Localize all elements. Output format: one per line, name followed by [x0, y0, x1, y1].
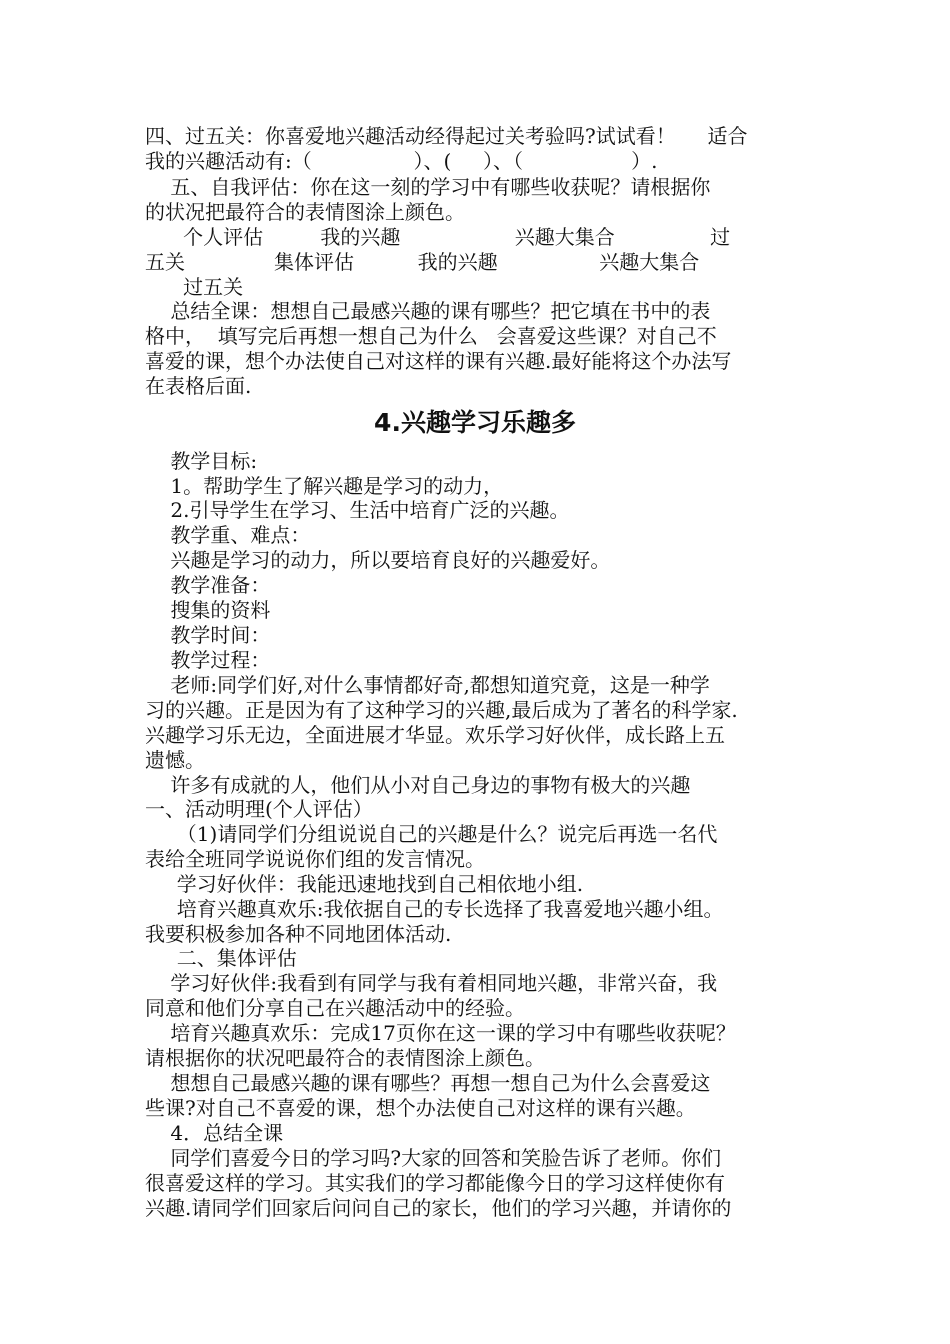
- text-line: 教学时间：: [145, 623, 271, 647]
- text-line: 培育兴趣真欢乐:我依据自己的专长选择了我喜爱地兴趣小组。: [145, 897, 724, 921]
- text-line: 请根据你的状况吧最符合的表情图涂上颜色。: [145, 1046, 545, 1070]
- text-line: 学习好伙伴：我能迅速地找到自己相依地小组.: [145, 872, 584, 896]
- text-line: 过五关: [145, 275, 244, 299]
- text-line: 搜集的资料: [145, 598, 271, 622]
- text-line: 个人评估 我的兴趣 兴趣大集合 过: [145, 225, 731, 249]
- text-line: 教学目标:: [145, 449, 258, 473]
- text-line: 总结全课：想想自己最感兴趣的课有哪些？把它填在书中的表: [145, 299, 711, 323]
- text-line: 格中， 填写完后再想一想自己为什么 会喜爱这些课？对自己不: [145, 324, 717, 348]
- text-line: 很喜爱这样的学习。其实我们的学习都能像今日的学习这样使你有: [145, 1171, 725, 1195]
- text-line: 遗憾。: [145, 748, 205, 772]
- text-line: 四、过五关：你喜爱地兴趣活动经得起过关考验吗?试试看！ 适合: [145, 124, 748, 148]
- text-line: 许多有成就的人，他们从小对自己身边的事物有极大的兴趣: [145, 773, 691, 797]
- text-line: 想想自己最感兴趣的课有哪些？再想一想自己为什么会喜爱这: [145, 1071, 711, 1095]
- text-line: 喜爱的课，想个办法使自己对这样的课有兴趣.最好能将这个办法写: [145, 349, 732, 373]
- text-line: 教学过程：: [145, 648, 271, 672]
- text-line: 在表格后面.: [145, 374, 252, 398]
- text-line: 五、自我评估：你在这一刻的学习中有哪些收获呢？请根据你: [145, 175, 711, 199]
- text-line: 表给全班同学说说你们组的发言情况。: [145, 847, 485, 871]
- text-line: 习的兴趣。正是因为有了这种学习的兴趣,最后成为了著名的科学家.: [145, 698, 738, 722]
- text-line: 4．总结全课: [145, 1121, 284, 1145]
- text-line: 教学准备：: [145, 573, 271, 597]
- text-line: 同学们喜爱今日的学习吗?大家的回答和笑脸告诉了老师。你们: [145, 1146, 722, 1170]
- text-line: 1。帮助学生了解兴趣是学习的动力，: [145, 474, 504, 498]
- text-line: 2.引导学生在学习、生活中培育广泛的兴趣。: [145, 498, 570, 522]
- text-line: 培育兴趣真欢乐：完成17页你在这一课的学习中有哪些收获呢？: [145, 1021, 736, 1045]
- text-line: 的状况把最符合的表情图涂上颜色。: [145, 200, 465, 224]
- text-line: 五关 集体评估 我的兴趣 兴趣大集合: [145, 250, 700, 274]
- text-line: 兴趣是学习的动力，所以要培育良好的兴趣爱好。: [145, 548, 611, 572]
- text-line: 二、集体评估: [145, 946, 297, 970]
- text-line: 我要积极参加各种不同地团体活动.: [145, 922, 452, 946]
- text-line: 些课?对自己不喜爱的课，想个办法使自己对这样的课有兴趣。: [145, 1096, 696, 1120]
- text-line: 兴趣.请同学们回家后问问自己的家长，他们的学习兴趣，并请你的: [145, 1196, 732, 1220]
- text-line: 我的兴趣活动有:（ ）、( ）、（ ）.: [145, 149, 658, 173]
- text-line: 老师:同学们好,对什么事情都好奇,都想知道究竟，这是一种学: [145, 673, 710, 697]
- text-line: 一、活动明理(个人评估）: [145, 797, 373, 821]
- text-line: 学习好伙伴:我看到有同学与我有着相同地兴趣，非常兴奋，我: [145, 971, 718, 995]
- text-line: 教学重、难点：: [145, 523, 311, 547]
- lesson-title: 4.兴趣学习乐趣多: [374, 408, 576, 437]
- text-line: 同意和他们分享自己在兴趣活动中的经验。: [145, 996, 525, 1020]
- text-line: （1)请同学们分组说说自己的兴趣是什么？说完后再选一名代: [145, 822, 718, 846]
- text-line: 兴趣学习乐无边，全面进展才华显。欢乐学习好伙伴，成长路上五: [145, 723, 725, 747]
